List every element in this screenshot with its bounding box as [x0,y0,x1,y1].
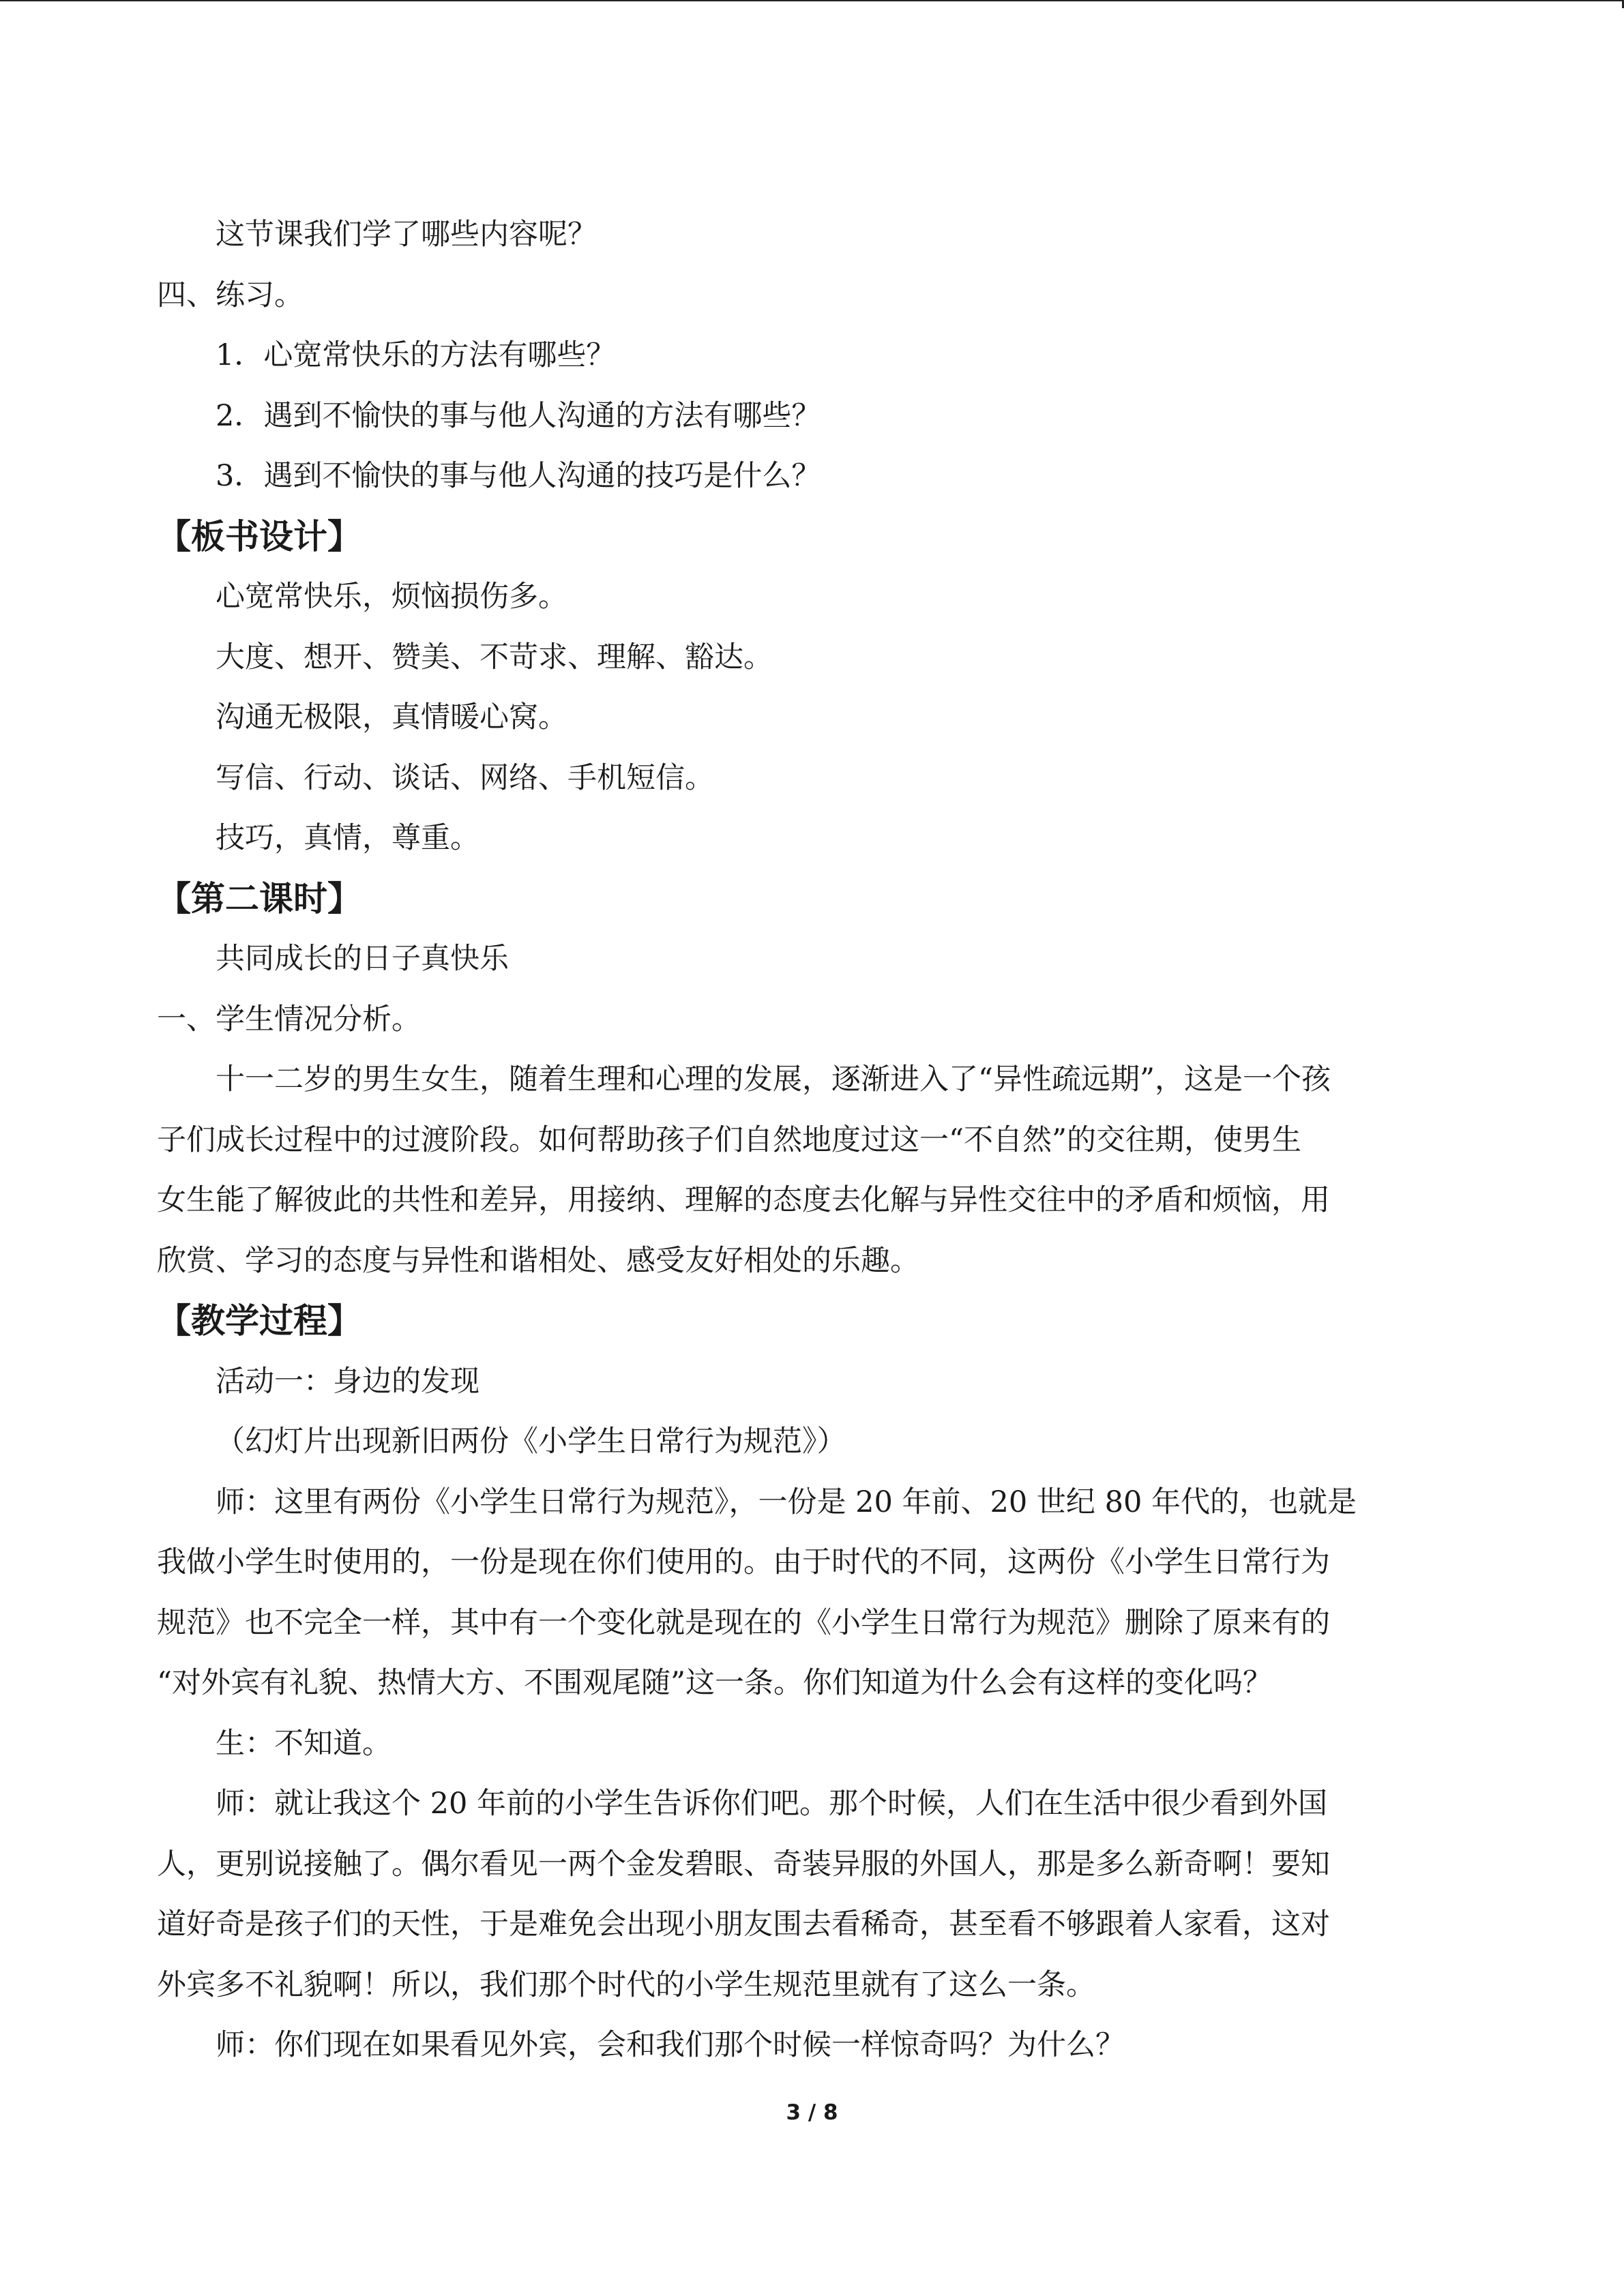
paragraph-line: 女生能了解彼此的共性和差异，用接纳、理解的态度去化解与异性交往中的矛盾和烦恼，用 [157,1183,1330,1217]
paragraph-line: 师：就让我这个 20 年前的小学生告诉你们吧。那个时候，人们在生活中很少看到外国 [216,1787,1328,1821]
paragraph-line: 师：这里有两份《小学生日常行为规范》，一份是 20 年前、20 世纪 80 年代的，也就是 [216,1485,1357,1519]
section-title-practice: 四、练习。 [157,278,304,312]
text-line: 活动一：身边的发现 [216,1364,479,1399]
exercise-item: 3．遇到不愉快的事与他人沟通的技巧是什么？ [216,459,821,493]
text-line: 沟通无极限，真情暖心窝。 [216,700,567,734]
paragraph-line: 人，更别说接触了。偶尔看见一两个金发碧眼、奇装异服的外国人，那是多么新奇啊！要知 [157,1847,1330,1881]
text-line: （幻灯片出现新旧两份《小学生日常行为规范》） [216,1425,846,1459]
page-number: 3 / 8 [786,2100,838,2125]
paragraph-line: 规范》也不完全一样，其中有一个变化就是现在的《小学生日常行为规范》删除了原来有的 [157,1605,1330,1640]
paragraph-line: 十一二岁的男生女生，随着生理和心理的发展，逐渐进入了“异性疏远期”，这是一个孩 [216,1062,1331,1097]
text-line: 心宽常快乐，烦恼损伤多。 [216,580,567,614]
text-line: 大度、想开、赞美、不苛求、理解、豁达。 [216,640,773,674]
heading-teaching-process: 【教学过程】 [157,1301,361,1341]
heading-second-lesson: 【第二课时】 [157,878,361,919]
section-title-student-analysis: 一、学生情况分析。 [157,1002,421,1037]
text-line: 生：不知道。 [216,1726,392,1761]
text-line: 技巧，真情，尊重。 [216,821,479,855]
paragraph-line: “对外宾有礼貌、热情大方、不围观尾随”这一条。你们知道为什么会有这样的变化吗？ [157,1666,1272,1700]
top-border-line [0,0,1624,1]
text-line: 这节课我们学了哪些内容呢？ [216,218,597,252]
paragraph-line: 子们成长过程中的过渡阶段。如何帮助孩子们自然地度过这一“不自然”的交往期，使男生 [157,1122,1301,1157]
paragraph-line: 道好奇是孩子们的天性，于是难免会出现小朋友围去看稀奇，甚至看不够跟着人家看，这对 [157,1907,1330,1941]
exercise-item: 1．心宽常快乐的方法有哪些？ [216,338,616,372]
paragraph-line: 外宾多不礼貌啊！所以，我们那个时代的小学生规范里就有了这么一条。 [157,1967,1095,2002]
text-line: 共同成长的日子真快乐 [216,942,509,976]
text-line: 写信、行动、谈话、网络、手机短信。 [216,760,714,795]
text-line: 师：你们现在如果看见外宾，会和我们那个时候一样惊奇吗？为什么？ [216,2028,1125,2062]
exercise-item: 2．遇到不愉快的事与他人沟通的方法有哪些？ [216,398,821,433]
paragraph-line: 我做小学生时使用的，一份是现在你们使用的。由于时代的不同，这两份《小学生日常行为 [157,1545,1330,1579]
paragraph-line: 欣赏、学习的态度与异性和谐相处、感受友好相处的乐趣。 [157,1243,919,1278]
document-body [157,205,1473,2076]
heading-board-design: 【板书设计】 [157,516,361,556]
